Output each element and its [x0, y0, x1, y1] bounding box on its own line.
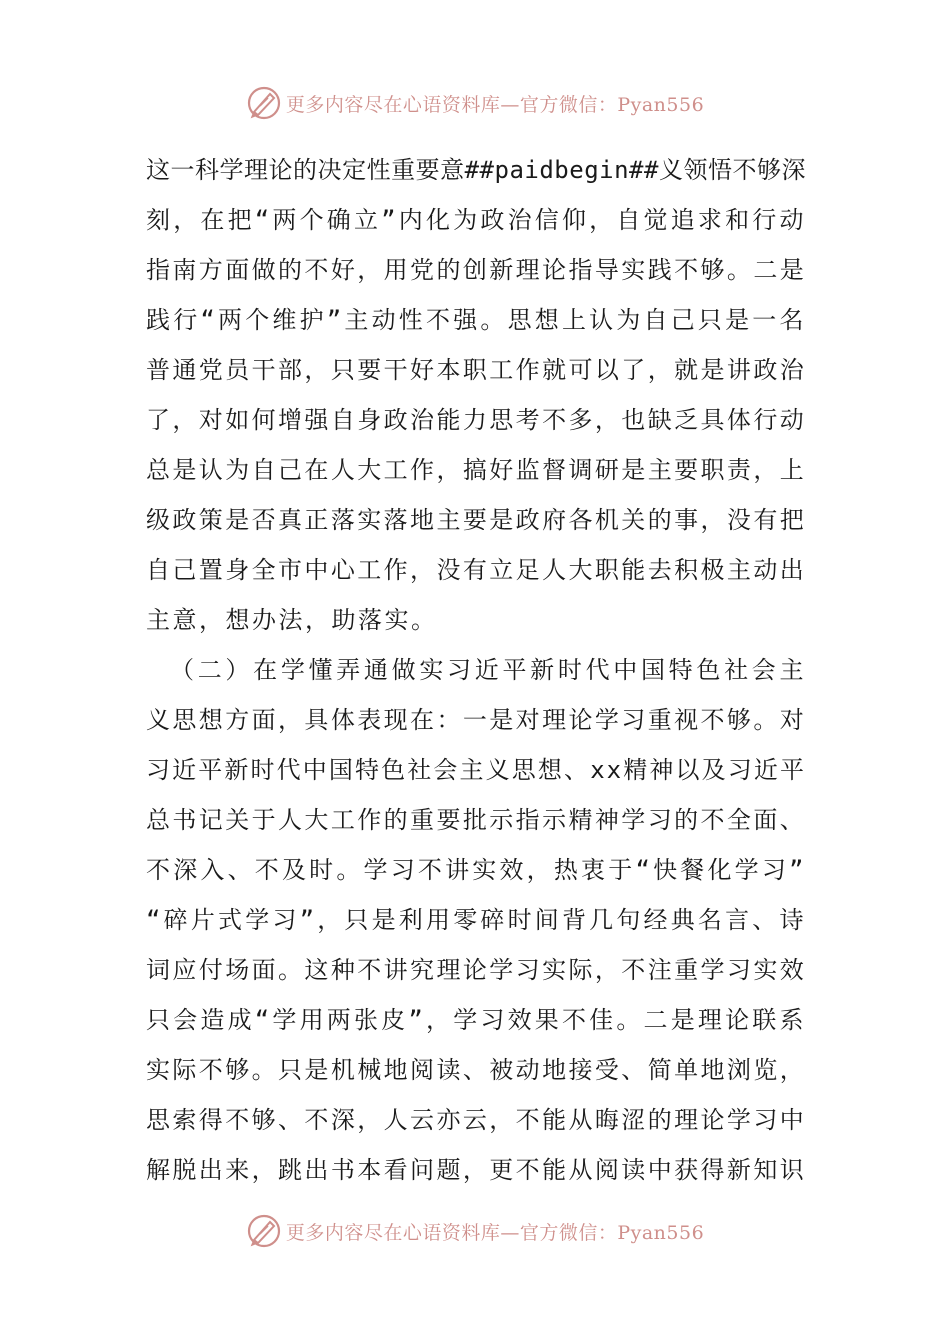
- text-line: 自己置身全市中心工作，没有立足人大职能去积极主动出: [146, 556, 806, 584]
- text-line: 这一科学理论的决定性重要意##paidbegin##义领悟不够深: [146, 156, 806, 184]
- footer-banner-text: 更多内容尽在心语资料库—官方微信：Pyan556: [285, 1221, 705, 1244]
- text-line: 实际不够。只是机械地阅读、被动地接受、简单地浏览，: [146, 1056, 806, 1084]
- header-banner-text: 更多内容尽在心语资料库—官方微信：Pyan556: [285, 93, 705, 116]
- footer-banner: [0, 1211, 950, 1251]
- text-line: 总是认为自己在人大工作，搞好监督调研是主要职责，上: [146, 456, 806, 484]
- document-body: [146, 145, 806, 1195]
- header-banner: [0, 83, 950, 123]
- text-line: 刻，在把“两个确立”内化为政治信仰，自觉追求和行动: [146, 206, 806, 234]
- text-line: 总书记关于人大工作的重要批示指示精神学习的不全面、: [146, 806, 806, 834]
- text-line: 不深入、不及时。学习不讲实效，热衷于“快餐化学习”: [146, 856, 806, 884]
- text-line: “碎片式学习”，只是利用零碎时间背几句经典名言、诗: [146, 906, 806, 934]
- pen-logo-icon: [246, 85, 282, 121]
- text-line: 了，对如何增强自身政治能力思考不多，也缺乏具体行动: [146, 406, 806, 434]
- text-line: 主意，想办法，助落实。: [146, 606, 438, 634]
- text-line: 词应付场面。这种不讲究理论学习实际，不注重学习实效: [146, 956, 806, 984]
- paragraph-1: [146, 145, 806, 645]
- text-line: 习近平新时代中国特色社会主义思想、xx精神以及习近平: [146, 756, 806, 784]
- text-line: 义思想方面，具体表现在：一是对理论学习重视不够。对: [146, 706, 806, 734]
- text-line: 践行“两个维护”主动性不强。思想上认为自己只是一名: [146, 306, 806, 334]
- text-line: 指南方面做的不好，用党的创新理论指导实践不够。二是: [146, 256, 806, 284]
- pen-logo-icon: [246, 1213, 282, 1249]
- text-line: 解脱出来，跳出书本看问题，更不能从阅读中获得新知识: [146, 1156, 806, 1184]
- text-line: 普通党员干部，只要干好本职工作就可以了，就是讲政治: [146, 356, 806, 384]
- text-line: 思索得不够、不深，人云亦云，不能从晦涩的理论学习中: [146, 1106, 806, 1134]
- paragraph-2: [146, 645, 806, 1195]
- text-line: （二）在学懂弄通做实习近平新时代中国特色社会主: [170, 656, 806, 684]
- text-line: 级政策是否真正落实落地主要是政府各机关的事，没有把: [146, 506, 806, 534]
- text-line: 只会造成“学用两张皮”，学习效果不佳。二是理论联系: [146, 1006, 806, 1034]
